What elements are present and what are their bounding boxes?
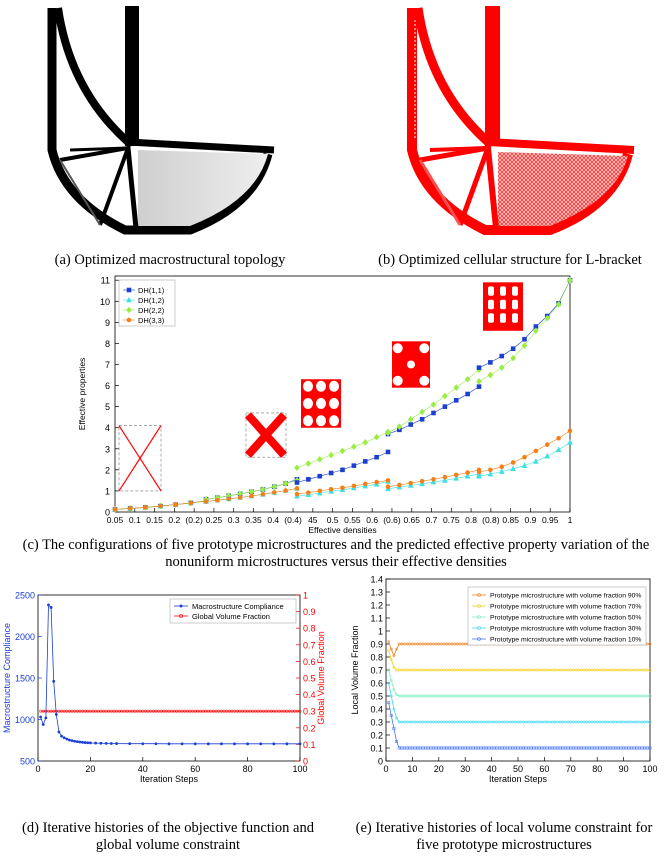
compliance-point [99, 742, 102, 745]
compliance-point [50, 606, 53, 609]
compliance-point [155, 742, 158, 745]
y-tick-label: 0.2 [370, 730, 383, 741]
x-axis-label: Effective densities [308, 525, 377, 535]
data-point-DH33 [408, 481, 413, 486]
compliance-point [233, 742, 236, 745]
y-tick-label: 1 [104, 486, 110, 497]
compliance-point [115, 742, 118, 745]
data-point-DH11 [522, 337, 527, 342]
data-point-DH33 [397, 483, 402, 488]
x-tick-label: 0.3 [227, 515, 240, 525]
y-tick-label-left: 2500 [14, 590, 35, 601]
legend-entry: DH(2,2) [138, 306, 165, 315]
legend-entry: DH(1,2) [138, 296, 165, 305]
y-tick-label: 4 [104, 423, 110, 434]
x-tick-label: 80 [242, 764, 253, 774]
caption-b: (b) Optimized cellular structure for L-bracket [378, 252, 642, 268]
inset-4-hole [419, 343, 429, 353]
compliance-point [105, 742, 108, 745]
y-tick-label-left: 1500 [14, 673, 35, 684]
x-tick-label: 0.5 [326, 515, 339, 525]
legend-entry: DH(3,3) [138, 316, 165, 325]
inset-5-hole [500, 286, 506, 295]
y-axis-label: Local Volume Fraction [350, 625, 360, 715]
inset-3-hole [303, 398, 313, 409]
data-point-DH33 [431, 477, 436, 482]
y-tick-label: 1.2 [370, 600, 383, 611]
x-tick-label: 20 [85, 764, 96, 774]
data-point-DH33 [272, 490, 277, 495]
legend [170, 599, 296, 623]
data-point-DH33 [143, 505, 148, 510]
y-tick-label: 1.4 [370, 574, 383, 585]
data-point-DH33 [295, 492, 300, 497]
y-tick-label-right: 0.2 [303, 723, 316, 734]
objective-history-chart [0, 573, 336, 791]
inset-5-hole [512, 286, 518, 295]
data-point-DH33 [386, 484, 391, 489]
data-point-DH33 [189, 501, 194, 506]
x-tick-label: 45 [308, 515, 318, 525]
x-tick-label: (0.8) [482, 515, 500, 525]
data-point-DH11 [465, 392, 470, 397]
inset-4-hole [419, 376, 429, 386]
x-tick-label: 80 [592, 764, 603, 774]
y-tick-label-left: 1000 [14, 715, 35, 725]
data-point-DH33 [386, 478, 391, 483]
compliance-point [58, 731, 61, 734]
data-point-DH33 [283, 488, 288, 493]
data-point-DH11 [340, 468, 345, 473]
inset-4-hole [393, 343, 403, 353]
compliance-point [63, 736, 66, 739]
x-tick-label: 30 [460, 764, 471, 774]
legend-entry: Prototype microstructure with volume fraction 10% [490, 636, 642, 644]
data-point-DH33 [238, 495, 243, 500]
compliance-point [79, 741, 82, 744]
y-tick-label: 0.7 [370, 665, 383, 676]
y-tick-label: 0.6 [370, 678, 383, 689]
compliance-point [84, 741, 87, 744]
legend-entry: Global Volume Fraction [192, 612, 270, 621]
data-point-DH33 [545, 442, 550, 447]
y-tick-label: 0.8 [370, 652, 383, 663]
x-tick-label: 0.65 [403, 515, 421, 525]
y-tick-label: 0.3 [370, 717, 383, 728]
compliance-point [299, 742, 302, 745]
inset-5-hole [500, 313, 506, 322]
inset-5-hole [488, 313, 494, 322]
caption-c-line2: nonuniform microstructures versus their effective densities [165, 554, 507, 570]
inset-3-hole [303, 415, 313, 426]
y-tick-label: 3 [104, 444, 110, 455]
legend-entry: Prototype microstructure with volume fraction 90% [490, 592, 642, 600]
inset-3-hole [303, 381, 313, 392]
data-point-DH33 [249, 494, 254, 499]
compliance-point [60, 735, 63, 738]
data-point-DH33 [511, 460, 516, 465]
inset-3-hole [329, 415, 339, 426]
data-point-DH33 [488, 468, 493, 473]
y-tick-label: 0.9 [370, 639, 383, 650]
data-point-DH11 [363, 459, 368, 464]
inset-3-hole [316, 398, 326, 409]
compliance-point [246, 742, 249, 745]
x-tick-label: 0 [383, 764, 389, 774]
data-point-DH33 [363, 482, 368, 487]
x-tick-label: 1 [567, 515, 573, 525]
data-point-DH33 [443, 475, 448, 480]
data-point-DH11 [386, 450, 391, 455]
compliance-point [272, 742, 275, 745]
data-point-DH11 [329, 471, 334, 476]
inset-5-hole [500, 300, 506, 309]
caption-c-line1: (c) The configurations of five prototype microstructures and the predicted effective property variation of the [22, 537, 650, 553]
data-point-DH11 [488, 360, 493, 365]
data-point-DH33 [499, 464, 504, 469]
y-tick-label-right: 0.5 [303, 673, 316, 684]
compliance-point [128, 742, 131, 745]
legend-entry: DH(1,1) [138, 286, 165, 295]
effective-property-chart [60, 270, 600, 536]
x-tick-label: 90 [618, 764, 629, 774]
inset-5-hole [512, 313, 518, 322]
data-point-DH33 [226, 497, 231, 502]
data-point-DH33 [522, 455, 527, 460]
data-point-DH11 [408, 422, 413, 427]
y-axis-label-left: Macrostructure Compliance [2, 622, 12, 734]
x-tick-label: 20 [433, 764, 444, 774]
y-tick-label: 1.3 [370, 587, 383, 598]
data-point-DH33 [340, 485, 345, 490]
data-point-DH33 [374, 480, 379, 485]
data-point-DH33 [261, 492, 266, 497]
y-tick-label-right: 0.8 [303, 623, 316, 634]
compliance-point [42, 723, 45, 726]
x-tick-label: 40 [486, 764, 497, 774]
compliance-point [181, 742, 184, 745]
data-point-DH33 [215, 498, 220, 503]
inset-5-hole [488, 300, 494, 309]
legend-marker [127, 288, 132, 293]
x-tick-label: 70 [565, 764, 576, 774]
data-point-DH33 [352, 484, 357, 489]
data-point-DH11 [431, 411, 436, 416]
local-volume-history-chart [344, 573, 672, 791]
data-point-DH11 [306, 477, 311, 482]
y-tick-label: 1 [377, 626, 383, 637]
compliance-point [44, 716, 47, 719]
x-tick-label: 0.95 [541, 515, 559, 525]
compliance-point [168, 742, 171, 745]
y-tick-label: 9 [104, 317, 110, 328]
data-point-DH11 [454, 398, 459, 403]
compliance-point [76, 740, 79, 743]
compliance-point [94, 742, 97, 745]
x-tick-label: (0.6) [383, 515, 401, 525]
y-tick-label: 10 [99, 296, 110, 307]
legend-entry: Macrostructure Compliance [192, 602, 284, 611]
x-tick-label: 0.15 [146, 515, 163, 525]
compliance-point [65, 738, 68, 741]
y-tick-label: 8 [104, 338, 110, 349]
y-tick-label-right: 0.4 [303, 690, 316, 701]
compliance-point [141, 742, 144, 745]
data-point-DH33 [454, 473, 459, 478]
data-point-DH33 [204, 499, 209, 504]
compliance-point [81, 741, 84, 744]
y-tick-label-right: 1 [303, 590, 309, 601]
caption-a: (a) Optimized macrostructural topology [54, 252, 286, 268]
y-tick-label-left: 500 [19, 756, 35, 767]
y-tick-label: 0.1 [370, 743, 383, 754]
compliance-point [207, 742, 210, 745]
data-point-DH11 [420, 417, 425, 422]
x-tick-label: 40 [137, 764, 148, 774]
y-tick-label-left: 2000 [14, 632, 35, 642]
x-axis-label: Iteration Steps [488, 774, 548, 784]
legend-entry: Prototype microstructure with volume fraction 30% [490, 625, 642, 633]
inset-5-hole [488, 286, 494, 295]
data-point-DH11 [477, 365, 482, 370]
data-point-DH33 [295, 486, 300, 491]
legend [119, 280, 175, 326]
x-tick-label: 0.9 [524, 515, 537, 525]
x-tick-label: 0.75 [443, 515, 460, 525]
compliance-point [71, 739, 74, 742]
y-tick-label: 0 [377, 756, 383, 767]
x-tick-label: 10 [407, 764, 418, 774]
y-tick-label: 5 [104, 402, 110, 413]
x-tick-label: 100 [642, 764, 658, 774]
x-tick-label: 0.1 [128, 515, 141, 525]
inset-3-hole [329, 398, 339, 409]
inset-5-hole [512, 300, 518, 309]
caption-e-line2: five prototype microstructures [416, 837, 592, 853]
x-tick-label: 0.55 [344, 515, 361, 525]
cellular-structure-figure [390, 0, 660, 240]
data-point-DH33 [317, 489, 322, 494]
legend [468, 587, 646, 645]
legend-marker [180, 605, 183, 608]
x-axis-label: Iteration Steps [139, 774, 199, 784]
compliance-point [89, 742, 92, 745]
y-tick-label: 0.5 [370, 691, 383, 702]
inset-3-hole [329, 381, 339, 392]
y-tick-label: 2 [104, 465, 110, 476]
data-point-DH11 [511, 346, 516, 351]
data-point-DH11 [295, 480, 300, 485]
y-tick-label-right: 0.1 [303, 739, 316, 750]
data-point-DH33 [556, 436, 561, 441]
y-tick-label-right: 0.7 [303, 640, 316, 651]
y-axis-label-right: Global Volume Fraction [316, 631, 326, 725]
inset-3-hole [316, 381, 326, 392]
compliance-point [73, 740, 76, 743]
data-point-DH11 [374, 455, 379, 460]
compliance-point [194, 742, 197, 745]
x-tick-label: 100 [292, 764, 308, 774]
compliance-point [259, 742, 262, 745]
y-tick-label: 0 [104, 507, 110, 518]
compliance-point [39, 716, 42, 719]
y-tick-label-right: 0.3 [303, 706, 316, 717]
data-point-DH33 [158, 504, 163, 509]
data-point-DH11 [352, 463, 357, 468]
x-tick-label: 60 [190, 764, 201, 774]
x-tick-label: (0.4) [284, 515, 302, 525]
data-point-DH33 [534, 449, 539, 454]
compliance-point [68, 739, 71, 742]
y-tick-label: 0.4 [370, 704, 383, 715]
data-point-DH11 [477, 384, 482, 389]
data-point-DH11 [317, 474, 322, 479]
compliance-point [55, 713, 58, 716]
y-axis-label: Effective properties [77, 357, 87, 431]
y-tick-label: 6 [104, 381, 110, 392]
data-point-DH33 [465, 470, 470, 475]
x-tick-label: 0.05 [106, 515, 124, 525]
compliance-point [86, 741, 89, 744]
data-point-DH11 [499, 354, 504, 359]
data-point-DH33 [420, 479, 425, 484]
compliance-point [286, 742, 289, 745]
compliance-point [110, 742, 113, 745]
legend-entry: Prototype microstructure with volume fraction 50% [490, 614, 642, 622]
legend-marker [127, 318, 132, 323]
data-point-DH33 [128, 506, 133, 511]
x-tick-label: 0 [35, 764, 41, 774]
data-point-DH33 [477, 470, 482, 475]
y-tick-label-right: 0.9 [303, 607, 316, 618]
x-tick-label: 0.35 [245, 515, 262, 525]
caption-d-line1: (d) Iterative histories of the objective function and [22, 820, 314, 836]
data-point-DH33 [568, 429, 573, 434]
x-tick-label: (0.2) [185, 515, 203, 525]
data-point-DH33 [329, 487, 334, 492]
x-tick-label: 0.25 [205, 515, 223, 525]
data-point-DH33 [173, 502, 178, 507]
data-point-DH11 [443, 404, 448, 409]
y-tick-label: 7 [104, 360, 110, 370]
x-tick-label: 0.8 [465, 515, 478, 525]
inset-4-hole [393, 376, 403, 386]
x-tick-label: 0.6 [366, 515, 379, 525]
compliance-point [47, 604, 50, 607]
x-tick-label: 50 [512, 764, 524, 774]
data-point-DH33 [113, 507, 118, 512]
compliance-point [52, 680, 55, 683]
caption-e-line1: (e) Iterative histories of local volume constraint for [355, 820, 653, 836]
data-point-DH33 [306, 490, 311, 495]
x-tick-label: 0.85 [502, 515, 519, 525]
y-tick-label-right: 0 [303, 756, 309, 767]
compliance-point [220, 742, 223, 745]
x-tick-label: 0.4 [267, 515, 280, 525]
caption-d-line2: global volume constraint [95, 837, 241, 853]
inset-4-hole [407, 361, 415, 369]
inset-3-hole [316, 415, 326, 426]
x-tick-label: 0.2 [168, 515, 181, 525]
y-tick-label: 1.1 [370, 613, 383, 624]
macrostructure-topology-figure [30, 0, 300, 240]
x-tick-label: 60 [539, 764, 550, 774]
x-tick-label: 0.7 [425, 515, 438, 525]
y-tick-label: 11 [100, 275, 110, 286]
legend-entry: Prototype microstructure with volume fraction 70% [490, 603, 642, 611]
y-tick-label-right: 0.6 [303, 656, 316, 667]
